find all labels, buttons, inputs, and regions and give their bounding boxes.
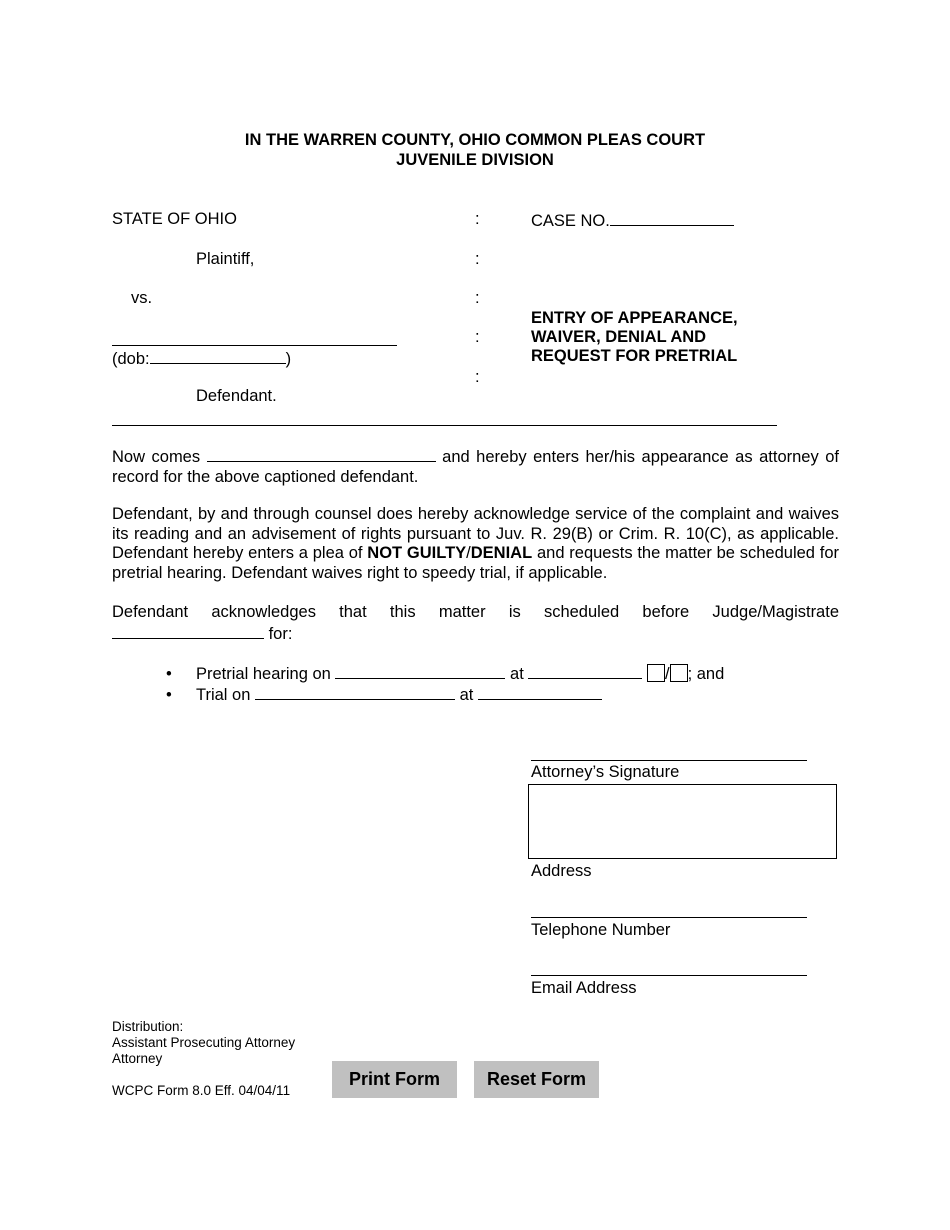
judge-name-field[interactable]: [112, 623, 264, 639]
caption-colon: :: [475, 289, 480, 307]
checkbox-slash: /: [664, 665, 670, 683]
appearance-text: and hereby enters her/his appearance as attorney of record for the above captioned defendant.: [112, 448, 839, 486]
pretrial-label: Pretrial hearing on: [196, 665, 331, 683]
pm-checkbox[interactable]: [670, 664, 688, 682]
attorney-name-field[interactable]: [207, 446, 436, 462]
trial-date-field[interactable]: [255, 684, 455, 700]
form-title-line3: REQUEST FOR PRETRIAL: [531, 347, 738, 365]
trial-bullet-item: [166, 684, 602, 705]
address-box[interactable]: [528, 784, 837, 859]
pretrial-bullet-item: [166, 663, 724, 684]
acknowledge-line: Defendant acknowledges that this matter is scheduled before Judge/Magistrate: [112, 603, 839, 621]
distribution-prosecutor: Assistant Prosecuting Attorney: [112, 1035, 296, 1050]
plea-slash: /: [466, 544, 471, 563]
caption-colon: :: [475, 368, 480, 386]
caption-divider: [112, 425, 777, 426]
for-text: for:: [268, 625, 293, 643]
distribution-label: Distribution:: [112, 1019, 184, 1034]
waiver-text-2: and requests the matter be scheduled for pretrial hearing. Defendant waives right to speedy trial, if applicable.: [112, 544, 840, 582]
at-label: at: [459, 686, 474, 704]
vs-label: vs.: [131, 289, 153, 307]
appearance-paragraph: [112, 446, 839, 487]
form-id: WCPC Form 8.0 Eff. 04/04/11: [112, 1083, 291, 1098]
form-title-line1: ENTRY OF APPEARANCE,: [531, 309, 738, 327]
judge-line: [112, 623, 292, 644]
print-form-button[interactable]: Print Form: [332, 1061, 457, 1098]
signature-line[interactable]: [531, 760, 807, 761]
bullet: •: [166, 665, 172, 683]
division-heading: JUVENILE DIVISION: [396, 151, 554, 169]
at-label: at: [510, 665, 524, 683]
defendant-name-field[interactable]: [112, 345, 397, 346]
distribution-attorney: Attorney: [112, 1051, 163, 1066]
trial-label: Trial on: [196, 686, 251, 704]
telephone-field[interactable]: [531, 917, 807, 918]
dob-suffix: ): [285, 350, 292, 368]
not-guilty-text: NOT GUILTY: [367, 544, 467, 563]
waiver-text-1: Defendant, by and through counsel does hereby acknowledge service of the complaint and waives its reading and an advisement of rights pursuant to Juv. R. 29(B) or Crim. R. 10(C), as applicable. Defendant hereby enters a plea of: [112, 505, 839, 563]
denial-text: DENIAL: [470, 544, 533, 563]
attorney-signature-label: Attorney’s Signature: [531, 763, 680, 781]
telephone-label: Telephone Number: [531, 921, 671, 939]
case-number-field[interactable]: [610, 210, 734, 226]
caption-colon: :: [475, 328, 480, 346]
caption-colon: :: [475, 250, 480, 268]
state-label: STATE OF OHIO: [112, 210, 237, 228]
bullet: •: [166, 686, 172, 704]
reset-form-button[interactable]: Reset Form: [474, 1061, 599, 1098]
waiver-paragraph: [112, 505, 839, 583]
dob-prefix: (dob:: [112, 350, 150, 368]
dob-field[interactable]: [150, 348, 286, 364]
pretrial-date-field[interactable]: [335, 663, 505, 679]
case-number-line: [531, 210, 734, 231]
pretrial-time-field[interactable]: [528, 663, 642, 679]
email-label: Email Address: [531, 979, 637, 997]
and-text: ; and: [687, 665, 725, 683]
case-number-label: CASE NO.: [531, 212, 610, 230]
defendant-label: Defendant.: [196, 387, 277, 405]
address-label: Address: [531, 862, 592, 880]
form-title-line2: WAIVER, DENIAL AND: [531, 328, 707, 346]
trial-time-field[interactable]: [478, 684, 602, 700]
email-field[interactable]: [531, 975, 807, 976]
dob-line: [112, 348, 291, 369]
plaintiff-label: Plaintiff,: [196, 250, 255, 268]
court-heading: IN THE WARREN COUNTY, OHIO COMMON PLEAS COURT: [244, 131, 706, 149]
am-checkbox[interactable]: [647, 664, 665, 682]
caption-colon: :: [475, 210, 480, 228]
now-comes-text: Now comes: [112, 448, 201, 466]
